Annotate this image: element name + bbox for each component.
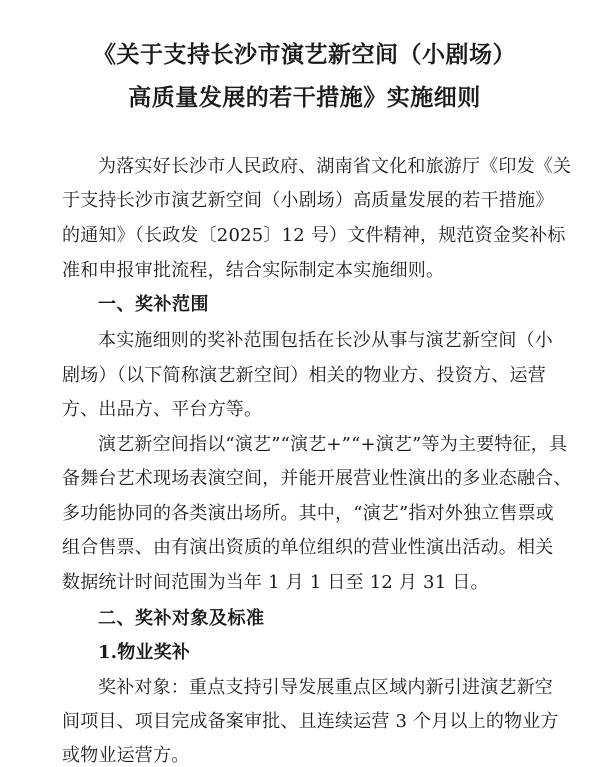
intro-line-3: 的通知》（长政发〔2025〕12 号）文件精神，规范资金奖补标 xyxy=(62,225,566,246)
intro-line-2: 于支持长沙市演艺新空间（小剧场）高质量发展的若干措施》 xyxy=(62,190,554,211)
section2-sub1-line-3: 或物业运营方。 xyxy=(62,745,190,766)
section1-para1-line-1: 本实施细则的奖补范围包括在长沙从事与演艺新空间（小 xyxy=(98,330,553,351)
intro-line-4: 准和申报审批流程，结合实际制定本实施细则。 xyxy=(62,260,445,281)
section2-sub1-line-2: 间项目、项目完成备案审批、且连续运营 3 个月以上的物业方 xyxy=(62,711,559,732)
section2-heading: 二、奖补对象及标准 xyxy=(98,608,265,629)
section2-sub1-heading: 1.物业奖补 xyxy=(98,642,190,663)
section1-para2-line-3: 多功能协同的各类演出场所。其中，“演艺”指对外独立售票或 xyxy=(62,503,555,524)
document-title-line-1: 《关于支持长沙市演艺新空间（小剧场） xyxy=(93,41,516,68)
document-title-line-2: 高质量发展的若干措施》实施细则 xyxy=(128,84,481,111)
section1-para2-line-4: 组合售票、由有演出资质的单位组织的营业性演出活动。相关 xyxy=(62,537,554,558)
section2-sub1-line-1: 奖补对象：重点支持引导发展重点区域内新引进演艺新空 xyxy=(98,677,553,698)
section1-para1-line-3: 方、出品方、平台方等。 xyxy=(62,399,263,420)
section1-para2-line-5: 数据统计时间范围为当年 1 月 1 日至 12 月 31 日。 xyxy=(62,572,489,593)
section1-para2-line-2: 备舞台艺术现场表演空间，并能开展营业性演出的多业态融合、 xyxy=(62,468,572,489)
section1-para2-line-1: 演艺新空间指以“演艺”“演艺+”“+演艺”等为主要特征，具 xyxy=(98,434,568,455)
intro-line-1: 为落实好长沙市人民政府、湖南省文化和旅游厅《印发《关 xyxy=(98,156,572,177)
section1-para1-line-2: 剧场）（以下简称演艺新空间）相关的物业方、投资方、运营 xyxy=(62,365,546,386)
section1-heading: 一、奖补范围 xyxy=(98,294,209,315)
